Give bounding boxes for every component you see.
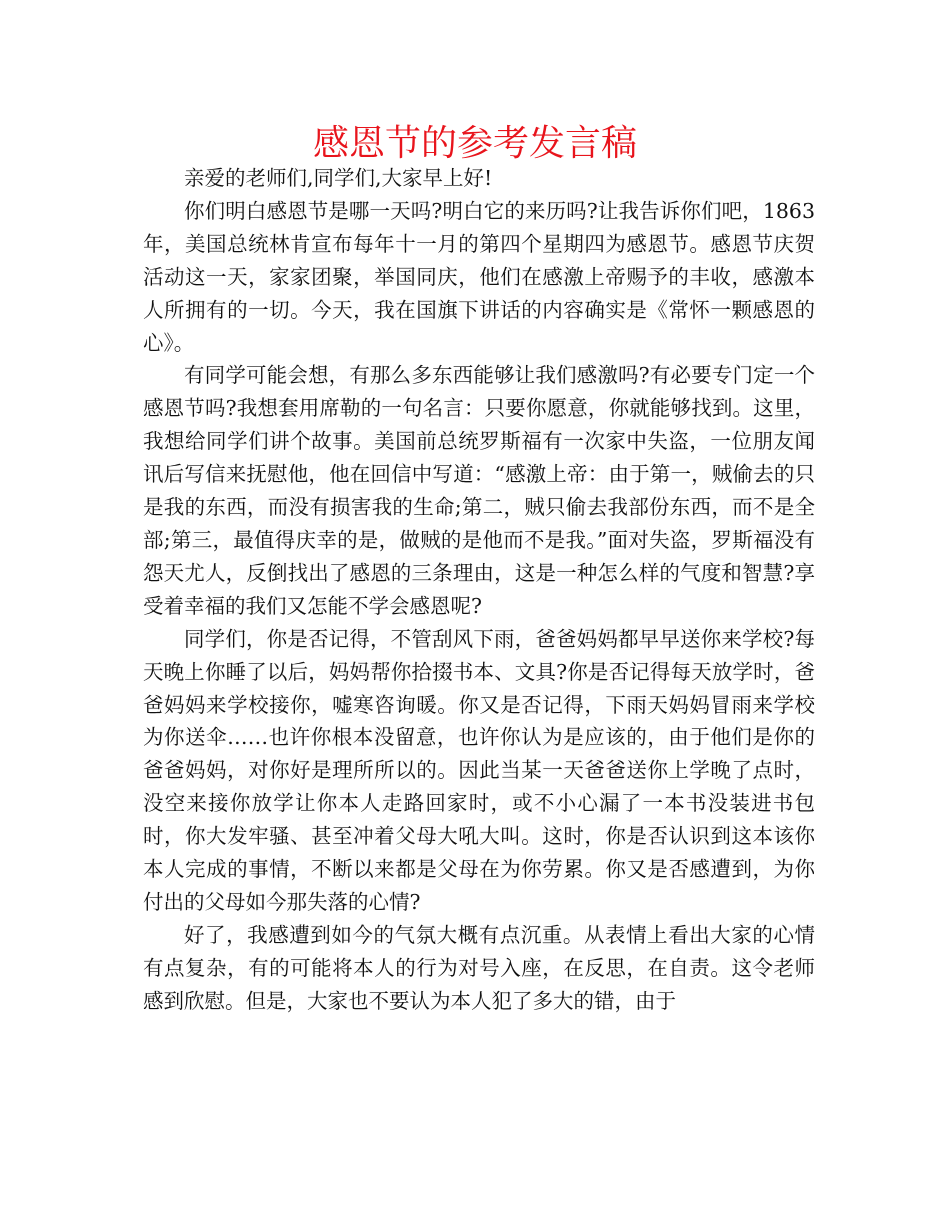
document-body <box>143 162 815 1018</box>
greeting-line: 亲爱的老师们,同学们,大家早上好! <box>184 166 493 190</box>
document-title: 感恩节的参考发言稿 <box>312 123 637 164</box>
paragraph-4: 好了，我感遭到如今的气氛大概有点沉重。从表情上看出大家的心情有点复杂，有的可能将本人的行为对号入座，在反思，在自责。这令老师感到欣慰。但是，大家也不要认为本人犯了多大的错，由于 <box>143 922 815 1013</box>
paragraph-1: 你们明白感恩节是哪一天吗?明白它的来历吗?让我告诉你们吧，1863年，美国总统林肯宣布每年十一月的第四个星期四为感恩节。感恩节庆贺活动这一天，家家团聚，举国同庆，他们在感激上帝赐予的丰收，感激本人所拥有的一切。今天，我在国旗下讲话的内容确实是《常怀一颗感恩的心》。 <box>143 198 815 355</box>
paragraph-2: 有同学可能会想，有那么多东西能够让我们感激吗?有必要专门定一个感恩节吗?我想套用席勒的一句名言：只要你愿意，你就能够找到。这里，我想给同学们讲个故事。美国前总统罗斯福有一次家中失盗，一位朋友闻讯后写信来抚慰他，他在回信中写道：“感激上帝：由于第一，贼偷去的只是我的东西，而没有损害我的生命;第二，贼只偷去我部份东西，而不是全部;第三，最值得庆幸的是，做贼的是他而不是我。”面对失盗，罗斯福没有怨天尤人，反倒找出了感恩的三条理由，这是一种怎么样的气度和智慧?享受着幸福的我们又怎能不学会感恩呢? <box>143 363 815 618</box>
paragraph-3: 同学们，你是否记得，不管刮风下雨，爸爸妈妈都早早送你来学校?每天晚上你睡了以后，妈妈帮你拾掇书本、文具?你是否记得每天放学时，爸爸妈妈来学校接你，嘘寒咨询暖。你又是否记得，下雨天妈妈冒雨来学校为你送伞……也许你根本没留意，也许你认为是应该的，由于他们是你的爸爸妈妈，对你好是理所所以的。因此当某一天爸爸送你上学晚了点时，没空来接你放学让你本人走路回家时，或不小心漏了一本书没装进书包时，你大发牢骚、甚至冲着父母大吼大叫。这时，你是否认识到这本该你本人完成的事情，不断以来都是父母在为你劳累。你又是否感遭到，为你付出的父母如今那失落的心情? <box>143 626 815 914</box>
